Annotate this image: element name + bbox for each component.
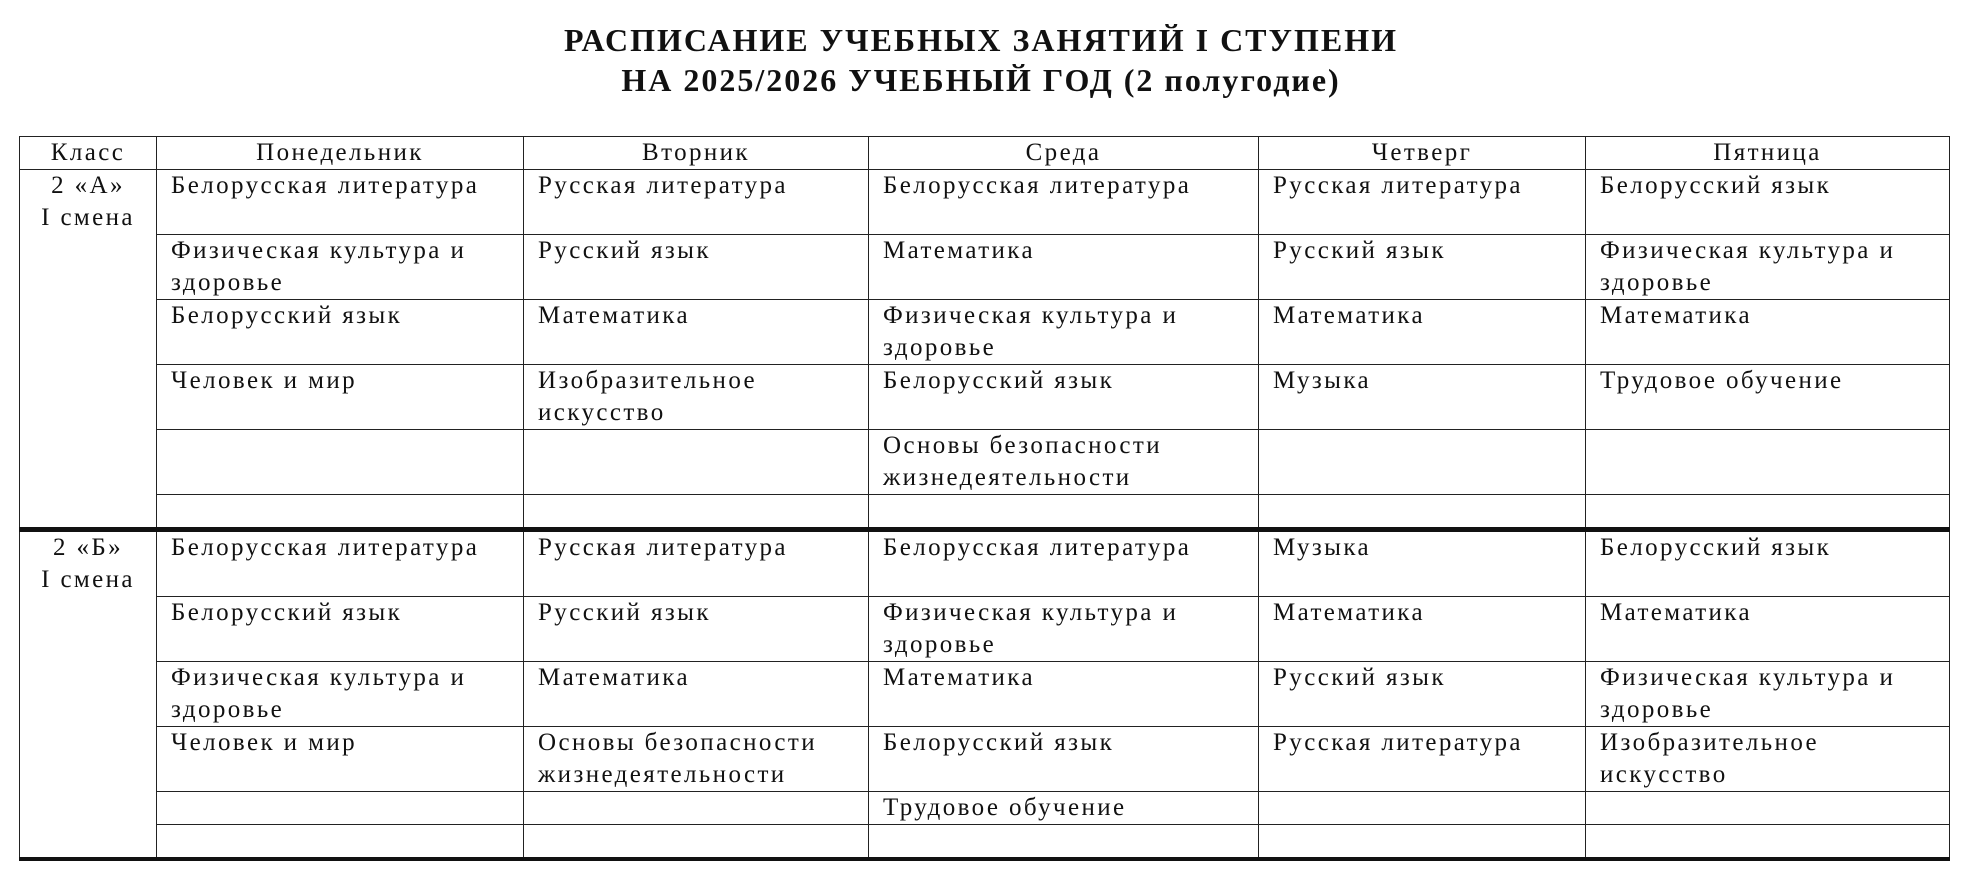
lesson-cell <box>524 495 869 530</box>
lesson-cell <box>1259 430 1586 495</box>
class-cell-2b <box>20 530 157 860</box>
document-title <box>0 20 1962 100</box>
lesson-cell <box>1586 825 1950 860</box>
header-wednesday: Среда <box>869 137 1259 170</box>
lesson-cell: Математика <box>1586 300 1950 365</box>
lesson-cell: Изобразительное искусство <box>524 365 869 430</box>
lesson-cell: Русская литература <box>1259 170 1586 235</box>
lesson-cell: Русский язык <box>1259 235 1586 300</box>
lesson-cell: Музыка <box>1259 365 1586 430</box>
table-row <box>20 170 1950 235</box>
table-row <box>20 530 1950 597</box>
header-monday: Понедельник <box>157 137 524 170</box>
header-row <box>20 137 1950 170</box>
lesson-cell: Белорусский язык <box>1586 530 1950 597</box>
lesson-cell <box>524 792 869 825</box>
lesson-cell: Изобразительное искусство <box>1586 727 1950 792</box>
header-class: Класс <box>20 137 157 170</box>
lesson-cell: Человек и мир <box>157 727 524 792</box>
title-line-2: НА 2025/2026 УЧЕБНЫЙ ГОД (2 полугодие) <box>621 62 1341 98</box>
lesson-cell: Русский язык <box>524 235 869 300</box>
lesson-cell: Белорусский язык <box>1586 170 1950 235</box>
lesson-cell: Основы безопасности жизнедеятельности <box>524 727 869 792</box>
schedule-table <box>19 136 1950 861</box>
lesson-cell <box>1259 825 1586 860</box>
lesson-cell: Музыка <box>1259 530 1586 597</box>
lesson-cell <box>157 495 524 530</box>
lesson-cell: Математика <box>524 662 869 727</box>
lesson-cell: Русская литература <box>524 170 869 235</box>
table-row <box>20 727 1950 792</box>
lesson-cell <box>157 825 524 860</box>
lesson-cell: Русская литература <box>1259 727 1586 792</box>
table-row <box>20 825 1950 860</box>
lesson-cell: Физическая культура и здоровье <box>1586 235 1950 300</box>
lesson-cell: Белорусский язык <box>157 300 524 365</box>
lesson-cell: Физическая культура и здоровье <box>869 597 1259 662</box>
lesson-cell <box>1586 792 1950 825</box>
lesson-cell: Трудовое обучение <box>869 792 1259 825</box>
lesson-cell: Математика <box>1259 300 1586 365</box>
lesson-cell: Физическая культура и здоровье <box>869 300 1259 365</box>
lesson-cell <box>1586 430 1950 495</box>
lesson-cell: Математика <box>1259 597 1586 662</box>
table-row <box>20 365 1950 430</box>
lesson-cell: Белорусский язык <box>869 365 1259 430</box>
header-thursday: Четверг <box>1259 137 1586 170</box>
table-row <box>20 495 1950 530</box>
lesson-cell: Физическая культура и здоровье <box>1586 662 1950 727</box>
lesson-cell <box>1259 792 1586 825</box>
class-shift: I смена <box>41 566 135 593</box>
lesson-cell: Белорусский язык <box>157 597 524 662</box>
lesson-cell: Белорусская литература <box>869 530 1259 597</box>
class-cell-2a <box>20 170 157 530</box>
lesson-cell <box>524 430 869 495</box>
lesson-cell <box>869 495 1259 530</box>
lesson-cell: Белорусский язык <box>869 727 1259 792</box>
lesson-cell <box>524 825 869 860</box>
header-tuesday: Вторник <box>524 137 869 170</box>
lesson-cell: Русский язык <box>1259 662 1586 727</box>
lesson-cell: Белорусская литература <box>869 170 1259 235</box>
class-name: 2 «Б» <box>52 534 124 561</box>
lesson-cell <box>157 792 524 825</box>
table-row <box>20 792 1950 825</box>
lesson-cell: Трудовое обучение <box>1586 365 1950 430</box>
lesson-cell: Физическая культура и здоровье <box>157 235 524 300</box>
lesson-cell: Русская литература <box>524 530 869 597</box>
lesson-cell: Белорусская литература <box>157 170 524 235</box>
lesson-cell: Математика <box>869 662 1259 727</box>
lesson-cell: Математика <box>524 300 869 365</box>
class-shift: I смена <box>41 204 135 231</box>
table-row <box>20 597 1950 662</box>
lesson-cell: Русский язык <box>524 597 869 662</box>
table-row <box>20 300 1950 365</box>
title-line-1: РАСПИСАНИЕ УЧЕБНЫХ ЗАНЯТИЙ I СТУПЕНИ <box>563 22 1399 58</box>
header-friday: Пятница <box>1586 137 1950 170</box>
lesson-cell <box>869 825 1259 860</box>
lesson-cell: Человек и мир <box>157 365 524 430</box>
class-name: 2 «А» <box>51 172 125 199</box>
table-row <box>20 235 1950 300</box>
lesson-cell <box>1259 495 1586 530</box>
table-row <box>20 430 1950 495</box>
table-row <box>20 662 1950 727</box>
lesson-cell: Физическая культура и здоровье <box>157 662 524 727</box>
lesson-cell: Математика <box>1586 597 1950 662</box>
lesson-cell <box>1586 495 1950 530</box>
lesson-cell: Белорусская литература <box>157 530 524 597</box>
lesson-cell <box>157 430 524 495</box>
lesson-cell: Основы безопасности жизнедеятельности <box>869 430 1259 495</box>
lesson-cell: Математика <box>869 235 1259 300</box>
